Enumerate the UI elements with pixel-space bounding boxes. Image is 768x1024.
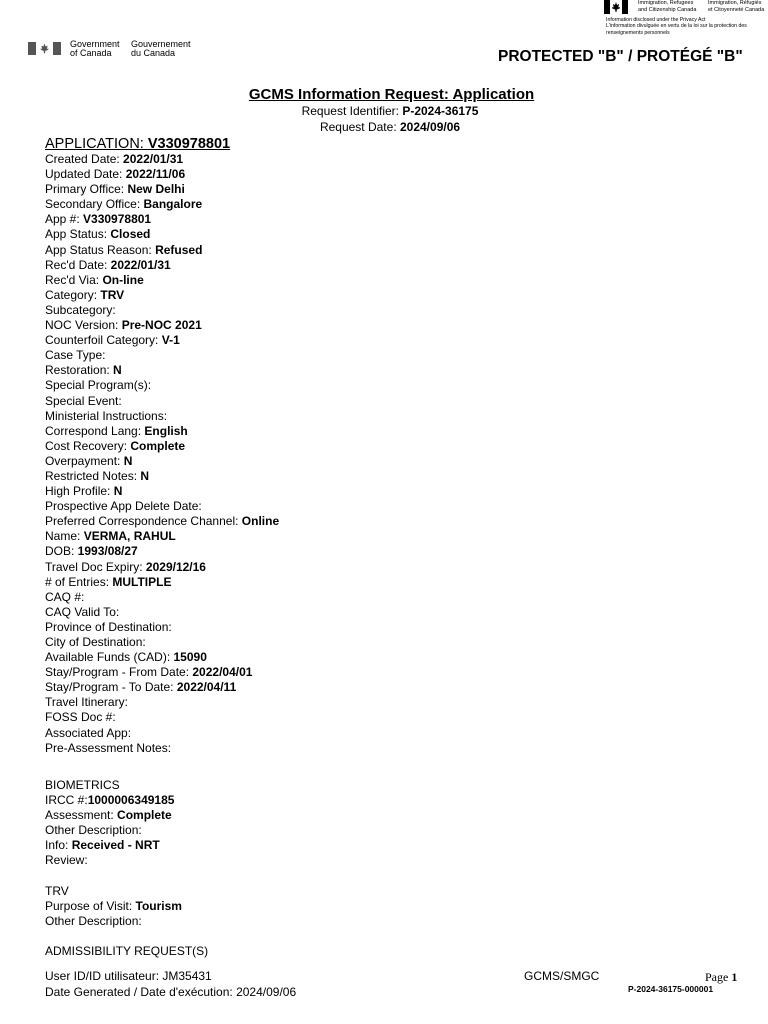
field-label: Cost Recovery:: [45, 438, 131, 453]
field-row: [45, 499, 279, 514]
field-row: [45, 575, 279, 590]
department-name-fr: Immigration, Réfugiés et Citoyenneté Canada: [708, 0, 765, 13]
field-label: Review:: [45, 853, 88, 868]
field-label: Case Type:: [45, 348, 106, 363]
field-label: Assessment:: [45, 808, 118, 823]
security-classification: PROTECTED "B" / PROTÉGÉ "B": [498, 48, 743, 65]
application-fields: [45, 152, 279, 756]
field-row: [45, 484, 279, 499]
field-value: Tourism: [135, 899, 182, 914]
field-value: MULTIPLE: [112, 574, 172, 589]
field-row: [45, 182, 279, 197]
field-label: App #:: [45, 212, 84, 227]
government-label-en: Government of Canada: [70, 39, 120, 58]
field-row: [45, 560, 279, 575]
department-name-en: Immigration, Refugees and Citizenship Canada: [638, 0, 697, 13]
field-row: [45, 212, 279, 227]
field-row: [45, 680, 279, 695]
field-row: [45, 152, 279, 167]
field-value: 2022/11/06: [125, 167, 186, 182]
field-label: App Status:: [45, 227, 111, 242]
field-row: [45, 333, 279, 348]
field-value: Pre-NOC 2021: [121, 318, 202, 333]
field-row: [45, 348, 279, 363]
field-value: 15090: [173, 650, 207, 665]
field-row: [45, 544, 279, 559]
field-value: Bangalore: [143, 197, 203, 212]
field-label: Category:: [45, 287, 101, 302]
field-value: N: [123, 453, 133, 468]
field-row: [45, 710, 279, 725]
field-row: [45, 793, 174, 808]
request-identifier: Request Identifier: P-2024-36175: [301, 104, 479, 118]
canada-flag-icon: [28, 42, 61, 55]
footer-user-id: User ID/ID utilisateur: JM35431: [45, 969, 212, 983]
field-label: Restoration:: [45, 363, 114, 378]
field-value: 2029/12/16: [145, 559, 206, 574]
field-label: Stay/Program - From Date:: [45, 665, 193, 680]
field-label: Preferred Correspondence Channel:: [45, 514, 242, 529]
field-label: App Status Reason:: [45, 242, 156, 257]
field-label: Prospective App Delete Date:: [45, 499, 202, 514]
field-value: TRV: [100, 287, 125, 302]
field-value: V-1: [161, 333, 180, 348]
field-label: High Profile:: [45, 484, 114, 499]
field-label: Secondary Office:: [45, 197, 144, 212]
field-label: Stay/Program - To Date:: [45, 680, 177, 695]
field-label: Restricted Notes:: [45, 468, 141, 483]
field-row: [45, 378, 279, 393]
trv-section: [45, 884, 182, 929]
field-label: Pre-Assessment Notes:: [45, 740, 172, 755]
field-row: [45, 650, 279, 665]
field-label: Other Description:: [45, 914, 142, 929]
field-value: VERMA, RAHUL: [83, 529, 176, 544]
field-row: [45, 695, 279, 710]
field-label: Associated App:: [45, 725, 132, 740]
field-label: CAQ #:: [45, 589, 85, 604]
field-row: [45, 197, 279, 212]
field-row: [45, 258, 279, 273]
field-label: Ministerial Instructions:: [45, 408, 168, 423]
field-row: [45, 529, 279, 544]
field-label: Purpose of Visit:: [45, 899, 136, 914]
footer-date-generated: Date Generated / Date d'exécution: 2024/09/06: [45, 984, 297, 999]
field-label: Overpayment:: [45, 453, 124, 468]
field-label: Correspond Lang:: [45, 423, 145, 438]
field-label: Special Event:: [45, 393, 122, 408]
field-label: Counterfoil Category:: [45, 333, 162, 348]
field-value: 2022/01/31: [110, 257, 171, 272]
field-label: Special Program(s):: [45, 378, 152, 393]
field-row: [45, 605, 279, 620]
field-value: Online: [241, 514, 280, 529]
field-label: BIOMETRICS: [45, 778, 120, 792]
field-label: DOB:: [45, 544, 78, 559]
field-value: V330978801: [83, 212, 152, 227]
field-row: [45, 853, 174, 868]
field-label: Province of Destination:: [45, 619, 172, 634]
privacy-notice: Information disclosed under the Privacy Act L'information divulguée en vertu de la loi sur la protection des renseignements personnels: [606, 17, 747, 36]
field-label: Updated Date:: [45, 167, 126, 182]
field-label: Rec'd Date:: [45, 257, 111, 272]
field-label: Subcategory:: [45, 302, 116, 317]
field-value: 2022/01/31: [123, 152, 184, 166]
government-label-fr: Gouvernement du Canada: [131, 39, 191, 58]
field-label: Name:: [45, 529, 84, 544]
field-label: City of Destination:: [45, 635, 146, 649]
field-label: Primary Office:: [45, 182, 128, 197]
field-row: [45, 439, 279, 454]
field-row: [45, 778, 174, 793]
field-label: Created Date:: [45, 152, 124, 166]
canada-flag-icon: [604, 0, 628, 14]
field-value: N: [140, 468, 150, 483]
field-value: Refused: [155, 242, 203, 257]
field-row: [45, 394, 279, 409]
field-row: [45, 303, 279, 318]
field-row: [45, 514, 279, 529]
field-value: On-line: [102, 272, 144, 287]
field-row: [45, 838, 174, 853]
field-value: 1000006349185: [87, 793, 175, 808]
field-row: [45, 243, 279, 258]
field-value: Complete: [117, 808, 172, 823]
document-title: GCMS Information Request: Application: [248, 86, 535, 103]
field-label: Info:: [45, 838, 72, 853]
field-label: Other Description:: [45, 823, 142, 838]
field-label: Travel Doc Expiry:: [45, 559, 146, 574]
field-label: # of Entries:: [45, 574, 113, 589]
field-label: IRCC #:: [45, 793, 88, 808]
field-label: FOSS Doc #:: [45, 710, 116, 725]
field-row: [45, 590, 279, 605]
field-value: Closed: [110, 227, 151, 242]
field-row: [45, 273, 279, 288]
field-label: Travel Itinerary:: [45, 695, 128, 710]
field-value: N: [113, 484, 123, 499]
document-id: P-2024-36175-000001: [628, 984, 714, 994]
biometrics-section: [45, 778, 174, 869]
field-label: Available Funds (CAD):: [45, 650, 174, 665]
field-value: New Delhi: [127, 182, 185, 197]
field-row: [45, 469, 279, 484]
field-value: English: [144, 423, 188, 438]
field-row: [45, 899, 182, 914]
field-value: Received - NRT: [71, 838, 160, 853]
field-row: [45, 914, 182, 929]
request-date: Request Date: 2024/09/06: [319, 120, 461, 134]
field-row: [45, 167, 279, 182]
field-value: N: [113, 363, 122, 378]
field-row: [45, 884, 182, 899]
field-row: [45, 227, 279, 242]
field-row: [45, 454, 279, 469]
field-label: NOC Version:: [45, 318, 122, 333]
footer-left: [45, 969, 296, 1000]
field-row: [45, 823, 174, 838]
application-heading: APPLICATION: V330978801: [45, 136, 231, 152]
field-value: 2022/04/01: [192, 665, 253, 680]
field-row: [45, 409, 279, 424]
field-row: [45, 665, 279, 680]
page-number: Page 1: [705, 970, 738, 984]
field-value: Complete: [130, 438, 186, 453]
field-row: [45, 318, 279, 333]
field-row: [45, 741, 279, 756]
footer-system: GCMS/SMGC: [524, 969, 600, 983]
field-row: [45, 620, 279, 635]
field-row: [45, 808, 174, 823]
field-row: [45, 363, 279, 378]
admissibility-heading: ADMISSIBILITY REQUEST(S): [45, 944, 209, 958]
field-row: [45, 726, 279, 741]
field-row: [45, 635, 279, 650]
field-label: CAQ Valid To:: [45, 604, 120, 619]
field-row: [45, 424, 279, 439]
field-row: [45, 288, 279, 303]
field-value: 2022/04/11: [176, 680, 237, 695]
field-label: Rec'd Via:: [45, 272, 103, 287]
field-value: 1993/08/27: [77, 544, 138, 559]
field-label: TRV: [45, 884, 69, 898]
